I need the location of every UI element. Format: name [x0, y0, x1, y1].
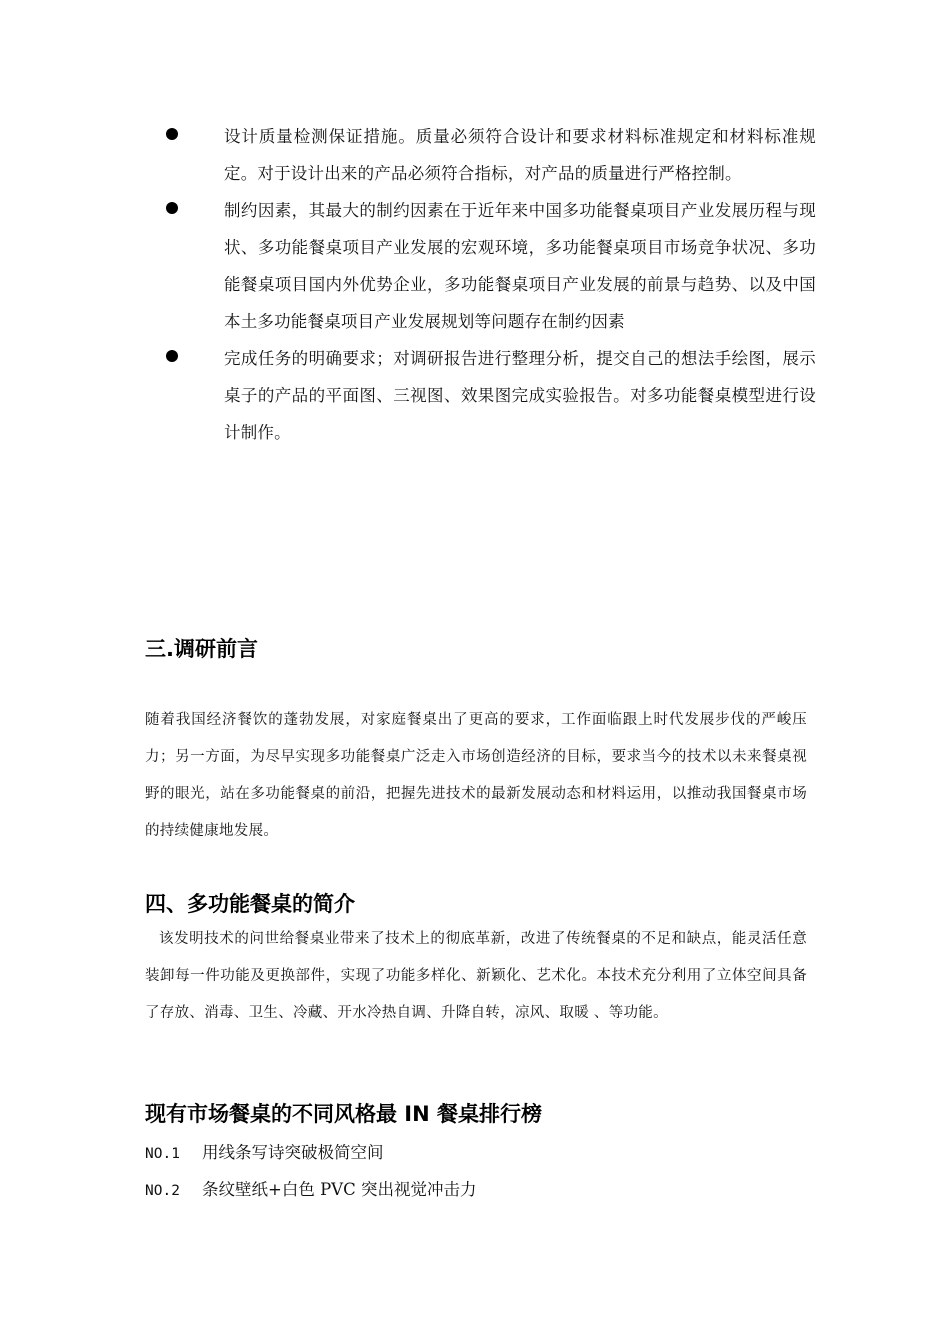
bullet-dot-icon — [166, 202, 178, 214]
ranking-number: NO.1 — [145, 1146, 180, 1162]
bullet-dot-icon — [166, 350, 178, 362]
section-heading-introduction: 四、多功能餐桌的简介 — [145, 892, 355, 916]
ranking-number: NO.2 — [145, 1183, 180, 1199]
bullet-text: 设计质量检测保证措施。质量必须符合设计和要求材料标准规定和材料标准规定。对于设计出来的产品必须符合指标，对产品的质量进行严格控制。 — [224, 127, 816, 183]
bullet-text: 完成任务的明确要求；对调研报告进行整理分析，提交自己的想法手绘图，展示桌子的产品的平面图、三视图、效果图完成实验报告。对多功能餐桌模型进行设计制作。 — [224, 349, 816, 442]
bullet-item-requirements — [166, 340, 816, 451]
section-paragraph-research-preface: 随着我国经济餐饮的蓬勃发展，对家庭餐桌出了更高的要求，工作面临跟上时代发展步伐的严峻压力；另一方面，为尽早实现多功能餐桌广泛走入市场创造经济的目标，要求当今的技术以未来餐桌视野的眼光，站在多功能餐桌的前沿，把握先进技术的最新发展动态和材料运用，以推动我国餐桌市场的持续健康地发展。 — [145, 712, 807, 839]
section-paragraph-introduction: 该发明技术的问世给餐桌业带来了技术上的彻底革新，改进了传统餐桌的不足和缺点，能灵活任意装卸每一件功能及更换部件，实现了功能多样化、新颖化、艺术化。本技术充分利用了立体空间具备了存放、消毒、卫生、冷藏、开水冷热自调、升降自转，凉风、取暖 、等功能。 — [145, 931, 807, 1021]
bullet-list — [166, 118, 816, 451]
bullet-dot-icon — [166, 128, 178, 140]
section-heading-research-preface: 三.调研前言 — [145, 637, 258, 661]
ranking-item — [145, 1171, 476, 1208]
bullet-text: 制约因素，其最大的制约因素在于近年来中国多功能餐桌项目产业发展历程与现状、多功能餐桌项目产业发展的宏观环境，多功能餐桌项目市场竞争状况、多功能餐桌项目国内外优势企业，多功能餐桌项目产业发展的前景与趋势、以及中国本土多功能餐桌项目产业发展规划等问题存在制约因素 — [224, 201, 816, 331]
ranking-item — [145, 1134, 476, 1171]
ranking-text: 条纹壁纸+白色 PVC 突出视觉冲击力 — [202, 1180, 477, 1199]
ranking-heading: 现有市场餐桌的不同风格最 IN 餐桌排行榜 — [145, 1102, 543, 1126]
ranking-text: 用线条写诗突破极简空间 — [202, 1143, 384, 1162]
bullet-item-constraints — [166, 192, 816, 340]
ranking-list — [145, 1134, 476, 1208]
bullet-item-quality — [166, 118, 816, 192]
